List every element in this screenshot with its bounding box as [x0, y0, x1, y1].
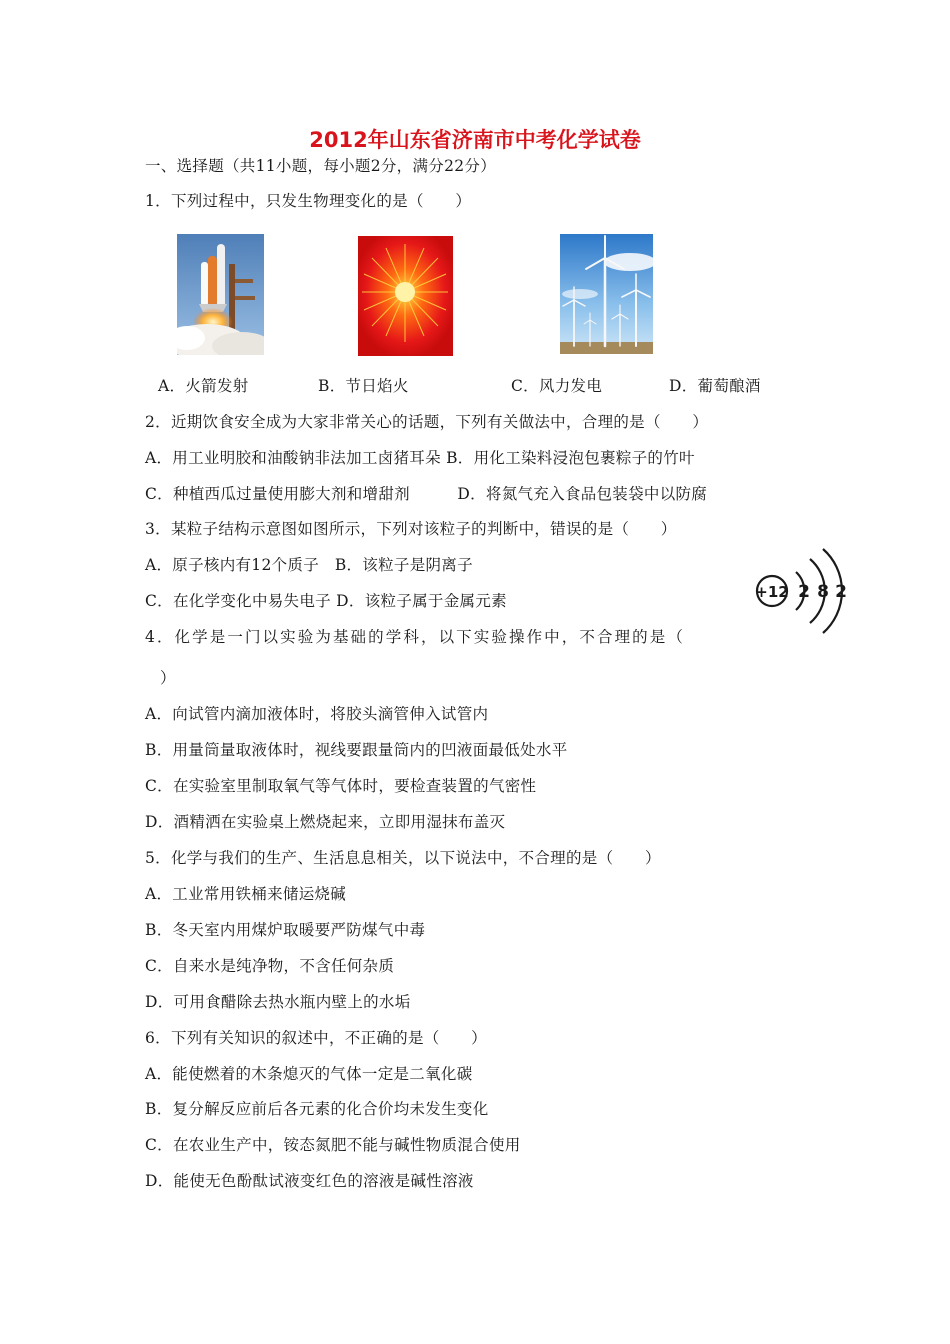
wind-turbines-image [560, 234, 653, 354]
q4-option-a: A．向试管内滴加液体时，将胶头滴管伸入试管内 [145, 705, 489, 723]
q5-option-d: D．可用食醋除去热水瓶内壁上的水垢 [145, 993, 411, 1011]
q6-option-d: D．能使无色酚酞试液变红色的溶液是碱性溶液 [145, 1172, 474, 1190]
q4-stem-line-1: 4．化学是一门以实验为基础的学科，以下实验操作中，不合理的是（ [145, 628, 685, 646]
q2-stem: 2．近期饮食安全成为大家非常关心的话题，下列有关做法中，合理的是（ ） [145, 413, 709, 431]
q5-option-a: A．工业常用铁桶来储运烧碱 [145, 885, 347, 903]
q1-option-b: B．节日焰火 [318, 377, 409, 395]
shell-3-electrons: 2 [835, 582, 847, 602]
page-title: 2012年山东省济南市中考化学试卷 [309, 128, 641, 152]
q1-option-c: C．风力发电 [511, 377, 603, 395]
q3-stem: 3．某粒子结构示意图如图所示，下列对该粒子的判断中，错误的是（ ） [145, 520, 677, 538]
shell-2-electrons: 8 [817, 582, 829, 602]
shell-1-electrons: 2 [798, 582, 810, 602]
nucleus-charge: +12 [755, 583, 789, 601]
q6-option-a: A．能使燃着的木条熄灭的气体一定是二氧化碳 [145, 1065, 473, 1083]
q1-option-d: D．葡萄酿酒 [669, 377, 761, 395]
section-heading: 一、选择题（共11小题，每小题2分，满分22分） [145, 157, 497, 175]
q4-option-d: D．酒精洒在实验桌上燃烧起来，立即用湿抹布盖灭 [145, 813, 506, 831]
q1-stem: 1．下列过程中，只发生物理变化的是（ ） [145, 192, 472, 210]
q4-stem-line-2: ） [160, 669, 176, 687]
q5-option-b: B．冬天室内用煤炉取暖要严防煤气中毒 [145, 921, 426, 939]
q2-options-line-2: C．种植西瓜过量使用膨大剂和增甜剂 D．将氮气充入食品包装袋中以防腐 [145, 485, 708, 503]
q1-option-a: A．火箭发射 [158, 377, 249, 395]
q6-option-c: C．在农业生产中，铵态氮肥不能与碱性物质混合使用 [145, 1136, 521, 1154]
q5-option-c: C．自来水是纯净物，不含任何杂质 [145, 957, 395, 975]
q4-option-b: B．用量筒量取液体时，视线要跟量筒内的凹液面最低处水平 [145, 741, 568, 759]
rocket-launch-image [177, 234, 264, 355]
fireworks-image [358, 236, 453, 356]
q6-stem: 6．下列有关知识的叙述中，不正确的是（ ） [145, 1029, 487, 1047]
q3-options-line-1: A．原子核内有12个质子 B．该粒子是阴离子 [145, 556, 473, 574]
q2-options-line-1: A．用工业明胶和油酸钠非法加工卤猪耳朵 B．用化工染料浸泡包裹粽子的竹叶 [145, 449, 695, 467]
q3-options-line-2: C．在化学变化中易失电子 D．该粒子属于金属元素 [145, 592, 507, 610]
atom-structure-diagram [752, 544, 852, 640]
q4-option-c: C．在实验室里制取氧气等气体时，要检查装置的气密性 [145, 777, 537, 795]
q5-stem: 5．化学与我们的生产、生活息息相关，以下说法中，不合理的是（ ） [145, 849, 661, 867]
q6-option-b: B．复分解反应前后各元素的化合价均未发生变化 [145, 1100, 489, 1118]
